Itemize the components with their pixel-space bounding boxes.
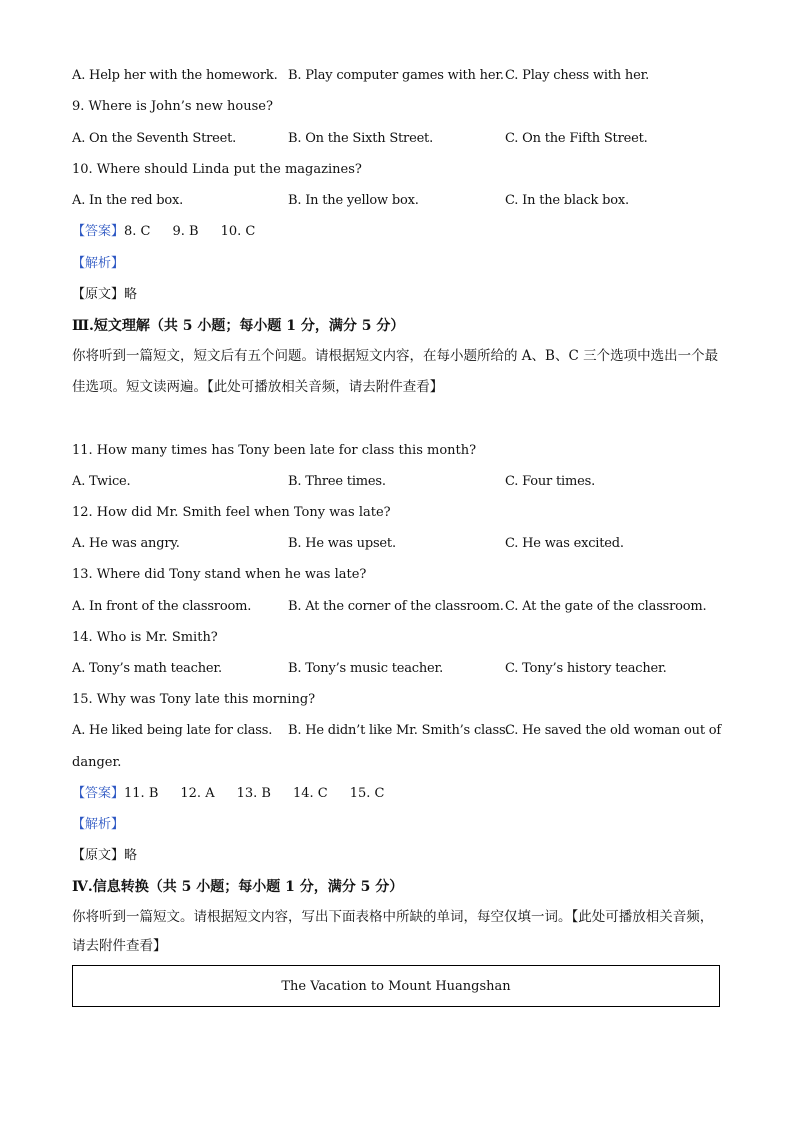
answer-item: 9. B	[172, 224, 199, 239]
q15-option-c: C. He saved the old woman out of	[505, 723, 722, 738]
q15-option-a: A. He liked being late for class.	[72, 723, 273, 738]
q12-option-b: B. He was upset.	[288, 536, 396, 551]
analysis-label: 【解析】	[72, 817, 125, 832]
q11-option-b: B. Three times.	[288, 474, 386, 489]
q9-option-b: B. On the Sixth Street.	[288, 131, 434, 146]
answer-item: 15. C	[349, 786, 385, 801]
q15-option-b: B. He didn’t like Mr. Smith’s class.	[288, 723, 510, 738]
q14-question: 14. Who is Mr. Smith?	[72, 630, 218, 645]
q13-option-a: A. In front of the classroom.	[72, 599, 252, 614]
answer-label: 【答案】	[72, 224, 125, 239]
q14-option-b: B. Tony’s music teacher.	[288, 661, 444, 676]
original-text-label: 【原文】略	[72, 848, 138, 863]
q8-option-a: A. Help her with the homework.	[72, 68, 278, 83]
answer-item: 13. B	[236, 786, 271, 801]
q9-option-a: A. On the Seventh Street.	[72, 131, 237, 146]
original-text-label: 【原文】略	[72, 287, 138, 302]
q15-options	[0, 722, 794, 740]
q8-option-c: C. Play chess with her.	[505, 68, 650, 83]
answer-item: 12. A	[180, 786, 215, 801]
q12-option-a: A. He was angry.	[72, 536, 180, 551]
answer-item: 11. B	[124, 786, 159, 801]
q12-question: 12. How did Mr. Smith feel when Tony was late?	[72, 505, 391, 520]
answer-item: 8. C	[124, 224, 151, 239]
q9-options	[0, 130, 794, 148]
q14-options	[0, 660, 794, 678]
section-3-heading: Ⅲ.短文理解（共 5 小题；每小题 1 分，满分 5 分）	[72, 318, 405, 334]
q10-option-c: C. In the black box.	[505, 193, 629, 208]
q11-option-a: A. Twice.	[72, 474, 131, 489]
q10-options	[0, 192, 794, 210]
q8-options	[0, 67, 794, 85]
section-4-instructions: 你将听到一篇短文。请根据短文内容，写出下面表格中所缺的单词，每空仅填一词。【此处可播放相关音频，请去附件查看】	[72, 909, 714, 954]
table-title: The Vacation to Mount Huangshan	[281, 978, 511, 994]
q14-option-c: C. Tony’s history teacher.	[505, 661, 667, 676]
q15-option-c-continued: danger.	[72, 755, 122, 770]
q10-question: 10. Where should Linda put the magazines?	[72, 162, 362, 177]
q8-option-b: B. Play computer games with her.	[288, 68, 504, 83]
q13-options	[0, 598, 794, 616]
q14-option-a: A. Tony’s math teacher.	[72, 661, 222, 676]
q13-question: 13. Where did Tony stand when he was late?	[72, 567, 367, 582]
answer-line-2	[72, 785, 407, 803]
answer-item: 14. C	[292, 786, 328, 801]
q10-option-b: B. In the yellow box.	[288, 193, 419, 208]
q11-options	[0, 473, 794, 491]
q12-option-c: C. He was excited.	[505, 536, 624, 551]
section-4-heading: Ⅳ.信息转换（共 5 小题；每小题 1 分，满分 5 分）	[72, 879, 404, 895]
analysis-label: 【解析】	[72, 256, 125, 271]
q13-option-b: B. At the corner of the classroom.	[288, 599, 504, 614]
q10-option-a: A. In the red box.	[72, 193, 184, 208]
section-3-instructions: 你将听到一篇短文，短文后有五个问题。请根据短文内容，在每小题所给的 A、B、C 三个选项中选出一个最佳选项。短文读两遍。【此处可播放相关音频，请去附件查看】	[72, 348, 719, 395]
info-table	[72, 965, 720, 1007]
answer-label: 【答案】	[72, 786, 125, 801]
answer-item: 10. C	[220, 224, 256, 239]
q12-options	[0, 535, 794, 553]
q9-option-c: C. On the Fifth Street.	[505, 131, 648, 146]
q11-option-c: C. Four times.	[505, 474, 596, 489]
q11-question: 11. How many times has Tony been late for class this month?	[72, 443, 477, 458]
q13-option-c: C. At the gate of the classroom.	[505, 599, 707, 614]
q9-question: 9. Where is John’s new house?	[72, 99, 273, 114]
q15-question: 15. Why was Tony late this morning?	[72, 692, 316, 707]
answer-line-1	[72, 223, 277, 241]
